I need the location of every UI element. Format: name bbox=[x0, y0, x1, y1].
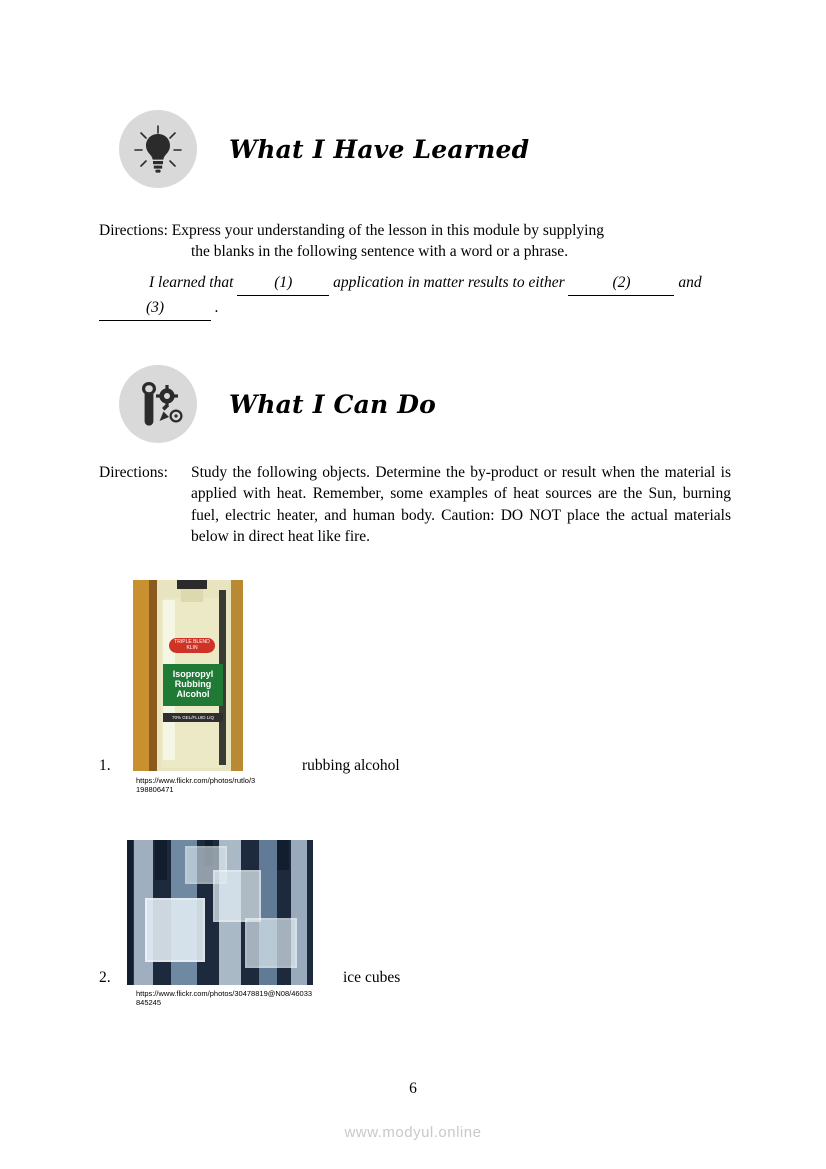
item-number-2: 2. bbox=[99, 969, 111, 986]
item-label-1: rubbing alcohol bbox=[302, 757, 400, 774]
item-image-rubbing-alcohol bbox=[133, 580, 243, 771]
item-number-1: 1. bbox=[99, 757, 111, 774]
blank-2[interactable]: (2) bbox=[568, 271, 674, 296]
blank-1[interactable]: (1) bbox=[237, 271, 329, 296]
fill-in-sentence bbox=[99, 271, 731, 321]
lightbulb-icon bbox=[130, 121, 186, 177]
sentence-part-1: I learned that bbox=[149, 274, 234, 291]
image-credit-1[interactable]: https://www.flickr.com/photos/rutlo/3198806471 bbox=[136, 776, 256, 795]
sentence-part-4: . bbox=[214, 299, 219, 317]
wrench-tools-icon bbox=[129, 375, 187, 433]
section-header-what-i-have-learned bbox=[119, 110, 529, 188]
tools-badge bbox=[119, 365, 197, 443]
lightbulb-badge bbox=[119, 110, 197, 188]
blank-3[interactable]: (3) bbox=[99, 296, 211, 321]
directions-label: Directions: bbox=[99, 464, 168, 481]
section-title: What I Can Do bbox=[229, 389, 437, 419]
product-label-red: TRIPLE BLEND KLIN bbox=[169, 638, 215, 653]
page-number: 6 bbox=[409, 1080, 417, 1097]
product-label-volume: 70% GEL/FLUID LIQ bbox=[163, 713, 223, 722]
section-title: What I Have Learned bbox=[229, 134, 530, 164]
sentence-part-3: and bbox=[678, 274, 702, 291]
product-label-line-2: Rubbing bbox=[174, 679, 212, 690]
image-credit-2[interactable]: https://www.flickr.com/photos/30478819@N08/46033845245 bbox=[136, 989, 313, 1008]
directions-what-i-have-learned bbox=[99, 220, 731, 263]
directions-text-line2: the blanks in the following sentence with a word or a phrase. bbox=[191, 243, 569, 261]
directions-label: Directions: bbox=[99, 222, 168, 239]
product-label-line-1: Isopropyl bbox=[172, 669, 214, 680]
directions-text: Study the following objects. Determine the by-product or result when the material is applied with heat. Remember, some examples of heat sources are the Sun, burning fuel, electric heater, and human body. Caution: DO NOT place the actual materials below in direct heat like fire. bbox=[191, 464, 731, 546]
product-label-green bbox=[163, 664, 223, 706]
item-label-2: ice cubes bbox=[343, 969, 401, 986]
directions-what-i-can-do bbox=[99, 462, 731, 548]
section-header-what-i-can-do bbox=[119, 365, 436, 443]
watermark: www.modyul.online bbox=[344, 1124, 482, 1141]
directions-text-line1: Express your understanding of the lesson in this module by supplying bbox=[171, 222, 604, 239]
item-image-ice-cubes bbox=[127, 840, 313, 985]
product-label-line-3: Alcohol bbox=[176, 688, 210, 699]
sentence-part-2: application in matter results to either bbox=[333, 274, 565, 291]
